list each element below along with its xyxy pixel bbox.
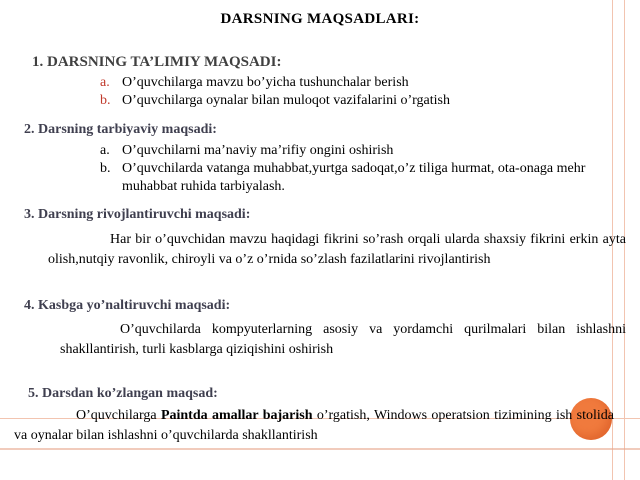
list-marker: b. (100, 161, 111, 176)
slide-title: DARSNING MAQSADLARI: (220, 11, 420, 27)
section5-text-bold: Paintda amallar bajarish (160, 408, 313, 423)
section5-heading: 5. Darsdan ko’zlangan maqsad: (28, 386, 218, 401)
list-item-text: O’quvchilarga mavzu bo’yicha tushunchalar berish (122, 75, 409, 90)
section4-heading: 4. Kasbga yo’naltiruvchi maqsadi: (24, 298, 231, 313)
border-line-bottom-2 (0, 448, 640, 450)
section4-text: O’quvchilarda kompyuterlarning asosiy va yordamchi qurilmalari bilan ishlashni shakllantirish, turli kasblarga qiziqishini oshirish (60, 322, 626, 357)
section4-paragraph (60, 320, 626, 360)
list-item (100, 74, 540, 92)
list-item (100, 142, 620, 160)
list-item (100, 160, 620, 196)
section2-list (100, 142, 620, 196)
section3-text: Har bir o’quvchidan mavzu haqidagi fikrini so’rash orqali ularda shaxsiy fikrini erkin ayta olish,nutqiy ravonlik, chiroyli va o’z o’rnida so’zlash fazilatlarini rivojlantirish (48, 232, 626, 267)
section2-heading: 2. Darsning tarbiyaviy maqsadi: (24, 122, 217, 137)
section5-paragraph (14, 406, 614, 446)
list-marker: b. (100, 93, 111, 108)
section5-text-before: O’quvchilarga (76, 408, 161, 423)
section3-paragraph (48, 230, 626, 270)
list-marker: a. (100, 143, 110, 158)
section1-heading: 1. DARSNING TA’LIMIY MAQSADI: (32, 54, 282, 70)
list-item (100, 92, 540, 110)
list-item-text: O’quvchilarni ma’naviy ma’rifiy ongini oshirish (122, 143, 394, 158)
list-marker: a. (100, 75, 110, 90)
section3-heading: 3. Darsning rivojlantiruvchi maqsadi: (24, 207, 251, 222)
list-item-text: O’quvchilarga oynalar bilan muloqot vazifalarini o’rgatish (122, 93, 450, 108)
section1-list (100, 74, 540, 110)
section5-text-after: o’rgatish, Windows operatsion tizimining ish stolida va oynalar bilan ishlashni o’quvchilarda shakllantirish (14, 408, 614, 443)
list-item-text: O’quvchilarda vatanga muhabbat,yurtga sadoqat,o’z tiliga hurmat, ota-onaga mehr muhabbat ruhida tarbiyalash. (122, 161, 586, 194)
